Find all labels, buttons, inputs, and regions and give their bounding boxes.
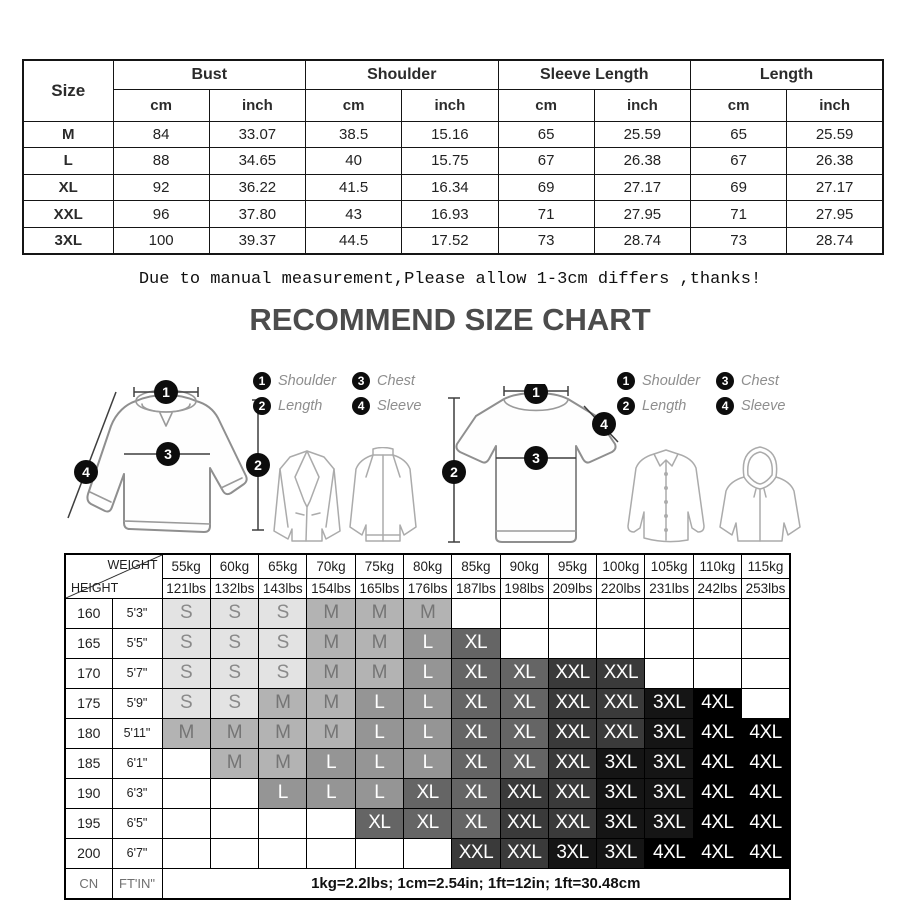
legend-item xyxy=(617,397,700,415)
measurement-legend xyxy=(617,372,785,415)
measurement-value: 65 xyxy=(498,121,594,148)
size-cell: XXL xyxy=(548,688,596,718)
size-cell: 4XL xyxy=(742,838,790,868)
unit-conversion-note: 1kg=2.2lbs; 1cm=2.54in; 1ft=12in; 1ft=30.48cm xyxy=(162,868,790,899)
height-cm-label: 195 xyxy=(65,808,112,838)
size-cell: L xyxy=(355,688,403,718)
empty-cell xyxy=(645,598,693,628)
weight-kg-header: 80kg xyxy=(403,554,451,578)
size-cell: 4XL xyxy=(742,748,790,778)
legend-item xyxy=(716,397,785,415)
measurement-value: 16.34 xyxy=(402,174,498,201)
weight-kg-header: 115kg xyxy=(742,554,790,578)
empty-cell xyxy=(742,628,790,658)
size-cell: XL xyxy=(403,808,451,838)
measurement-value: 73 xyxy=(691,227,787,254)
empty-cell xyxy=(693,628,741,658)
empty-cell xyxy=(355,838,403,868)
size-cell: M xyxy=(307,628,355,658)
empty-cell xyxy=(500,628,548,658)
height-ft-label: 5'7" xyxy=(112,658,162,688)
size-cell: XL xyxy=(452,628,500,658)
size-cell: L xyxy=(307,778,355,808)
size-cell: 4XL xyxy=(693,808,741,838)
measure-group-header: Length xyxy=(691,60,884,89)
legend-item xyxy=(617,372,700,390)
size-cell: 4XL xyxy=(693,688,741,718)
size-cell: XL xyxy=(500,688,548,718)
empty-cell xyxy=(742,658,790,688)
legend-label: Length xyxy=(278,398,323,414)
size-cell: XXL xyxy=(597,688,645,718)
size-cell: M xyxy=(259,718,307,748)
svg-text:1: 1 xyxy=(162,384,170,400)
size-cell: XXL xyxy=(500,808,548,838)
measurement-value: 27.95 xyxy=(594,201,690,228)
size-cell: XL xyxy=(452,778,500,808)
measurement-value: 41.5 xyxy=(306,174,402,201)
height-ft-label: 6'1" xyxy=(112,748,162,778)
empty-cell xyxy=(645,658,693,688)
size-cell: XXL xyxy=(500,838,548,868)
measurement-value: 34.65 xyxy=(209,148,305,175)
length-measure-line xyxy=(442,398,466,542)
size-cell: 3XL xyxy=(645,688,693,718)
empty-cell xyxy=(403,838,451,868)
size-cell: XL xyxy=(452,808,500,838)
size-cell: M xyxy=(259,688,307,718)
legend-label: Sleeve xyxy=(741,398,786,414)
measurement-table xyxy=(22,59,884,255)
size-recommendation-grid xyxy=(64,553,791,900)
unit-header: inch xyxy=(594,89,690,121)
weight-kg-header: 100kg xyxy=(597,554,645,578)
weight-kg-header: 55kg xyxy=(162,554,210,578)
measurement-value: 26.38 xyxy=(787,148,883,175)
unit-header: inch xyxy=(209,89,305,121)
svg-text:2: 2 xyxy=(254,457,262,473)
size-cell: L xyxy=(403,718,451,748)
size-cell: S xyxy=(259,598,307,628)
grid-weight-row xyxy=(65,554,790,578)
size-cell: L xyxy=(403,628,451,658)
size-cell: XL xyxy=(452,688,500,718)
size-cell: XL xyxy=(500,748,548,778)
measurement-row xyxy=(23,121,883,148)
size-cell: M xyxy=(162,718,210,748)
size-column-header: Size xyxy=(23,60,113,121)
measure-group-header: Sleeve Length xyxy=(498,60,691,89)
height-cm-label: 190 xyxy=(65,778,112,808)
empty-cell xyxy=(259,838,307,868)
size-cell: L xyxy=(403,748,451,778)
unit-header-row xyxy=(23,89,883,121)
height-ft-label: 5'5" xyxy=(112,628,162,658)
svg-text:4: 4 xyxy=(600,416,608,432)
size-cell: M xyxy=(307,598,355,628)
size-cell: XXL xyxy=(597,718,645,748)
measurement-value: 27.17 xyxy=(787,174,883,201)
measurement-value: 33.07 xyxy=(209,121,305,148)
weight-lbs-header: 220lbs xyxy=(597,578,645,598)
measurement-value: 15.16 xyxy=(402,121,498,148)
measure-group-header: Shoulder xyxy=(306,60,499,89)
size-cell: S xyxy=(210,658,258,688)
weight-lbs-header: 165lbs xyxy=(355,578,403,598)
empty-cell xyxy=(693,658,741,688)
measurement-value: 84 xyxy=(113,121,209,148)
legend-number-badge: 3 xyxy=(716,372,734,390)
size-cell: S xyxy=(259,658,307,688)
empty-cell xyxy=(162,778,210,808)
height-ft-label: 5'11" xyxy=(112,718,162,748)
svg-text:3: 3 xyxy=(532,450,540,466)
size-cell: XXL xyxy=(597,658,645,688)
empty-cell xyxy=(162,808,210,838)
empty-cell xyxy=(597,598,645,628)
size-cell: S xyxy=(210,628,258,658)
svg-text:1: 1 xyxy=(532,384,540,400)
weight-lbs-header: 242lbs xyxy=(693,578,741,598)
measure-group-header: Bust xyxy=(113,60,306,89)
measurement-value: 15.75 xyxy=(402,148,498,175)
height-cm-label: 180 xyxy=(65,718,112,748)
footer-cn-label: CN xyxy=(65,868,112,899)
empty-cell xyxy=(693,598,741,628)
size-cell: S xyxy=(162,598,210,628)
empty-cell xyxy=(548,598,596,628)
empty-cell xyxy=(162,838,210,868)
tshirt-diagram xyxy=(438,384,634,550)
empty-cell xyxy=(307,808,355,838)
measurement-row xyxy=(23,148,883,175)
empty-cell xyxy=(162,748,210,778)
size-cell: XL xyxy=(355,808,403,838)
legend-number-badge: 4 xyxy=(352,397,370,415)
size-cell: XXL xyxy=(500,778,548,808)
legend-number-badge: 1 xyxy=(253,372,271,390)
empty-cell xyxy=(452,598,500,628)
empty-cell xyxy=(500,598,548,628)
weight-lbs-header: 154lbs xyxy=(307,578,355,598)
measurement-value: 27.95 xyxy=(787,201,883,228)
legend-label: Chest xyxy=(741,373,779,389)
measurement-row xyxy=(23,174,883,201)
size-cell: XXL xyxy=(548,718,596,748)
size-cell: XL xyxy=(403,778,451,808)
empty-cell xyxy=(742,598,790,628)
size-cell: 4XL xyxy=(693,718,741,748)
empty-cell xyxy=(259,808,307,838)
size-cell: XL xyxy=(452,658,500,688)
height-ft-label: 6'3" xyxy=(112,778,162,808)
legend-item xyxy=(253,372,336,390)
weight-lbs-header: 143lbs xyxy=(259,578,307,598)
size-cell: 4XL xyxy=(693,778,741,808)
legend-number-badge: 3 xyxy=(352,372,370,390)
legend-number-badge: 4 xyxy=(716,397,734,415)
size-cell: L xyxy=(307,748,355,778)
measurement-value: 36.22 xyxy=(209,174,305,201)
length-measure-line xyxy=(246,400,270,530)
size-cell: 4XL xyxy=(645,838,693,868)
measurement-value: 17.52 xyxy=(402,227,498,254)
measurement-value: 38.5 xyxy=(306,121,402,148)
size-cell: 3XL xyxy=(597,748,645,778)
size-cell: M xyxy=(355,598,403,628)
hoodie-icon xyxy=(714,443,806,547)
corner-height-label: HEIGHT xyxy=(71,580,119,595)
size-label: XXL xyxy=(23,201,113,228)
measurement-value: 71 xyxy=(691,201,787,228)
grid-footer-row xyxy=(65,868,790,899)
measurement-value: 96 xyxy=(113,201,209,228)
size-cell: 4XL xyxy=(742,808,790,838)
size-cell: L xyxy=(355,778,403,808)
size-cell: S xyxy=(162,628,210,658)
empty-cell xyxy=(307,838,355,868)
measurement-value: 37.80 xyxy=(209,201,305,228)
size-cell: L xyxy=(403,658,451,688)
measurement-header-row xyxy=(23,60,883,89)
size-label: XL xyxy=(23,174,113,201)
legend-item xyxy=(352,372,421,390)
height-ft-label: 5'3" xyxy=(112,598,162,628)
legend-label: Shoulder xyxy=(642,373,701,389)
height-ft-label: 5'9" xyxy=(112,688,162,718)
size-cell: 3XL xyxy=(645,718,693,748)
weight-height-corner xyxy=(65,554,162,598)
recommend-size-chart-title: RECOMMEND SIZE CHART xyxy=(249,302,651,337)
size-cell: L xyxy=(355,748,403,778)
size-cell: XXL xyxy=(548,778,596,808)
unit-header: cm xyxy=(113,89,209,121)
grid-lbs-row xyxy=(65,578,790,598)
size-cell: M xyxy=(403,598,451,628)
measurement-value: 73 xyxy=(498,227,594,254)
size-cell: XL xyxy=(452,748,500,778)
unit-header: inch xyxy=(402,89,498,121)
size-cell: 4XL xyxy=(693,838,741,868)
size-label: L xyxy=(23,148,113,175)
size-cell: 4XL xyxy=(693,748,741,778)
measurement-value: 25.59 xyxy=(787,121,883,148)
size-cell: 3XL xyxy=(597,778,645,808)
height-cm-label: 200 xyxy=(65,838,112,868)
weight-kg-header: 75kg xyxy=(355,554,403,578)
size-cell: L xyxy=(259,778,307,808)
height-cm-label: 160 xyxy=(65,598,112,628)
size-cell: M xyxy=(210,748,258,778)
weight-kg-header: 105kg xyxy=(645,554,693,578)
size-cell: XL xyxy=(500,718,548,748)
empty-cell xyxy=(548,628,596,658)
jacket-icon xyxy=(346,447,420,547)
size-cell: 3XL xyxy=(645,748,693,778)
measurement-value: 44.5 xyxy=(306,227,402,254)
size-cell: 3XL xyxy=(645,778,693,808)
measurement-value: 26.38 xyxy=(594,148,690,175)
weight-lbs-header: 187lbs xyxy=(452,578,500,598)
height-cm-label: 170 xyxy=(65,658,112,688)
size-cell: M xyxy=(210,718,258,748)
legend-item xyxy=(716,372,785,390)
height-cm-label: 185 xyxy=(65,748,112,778)
size-cell: M xyxy=(355,658,403,688)
grid-row xyxy=(65,748,790,778)
size-label: 3XL xyxy=(23,227,113,254)
size-cell: S xyxy=(259,628,307,658)
size-cell: 3XL xyxy=(597,808,645,838)
weight-lbs-header: 132lbs xyxy=(210,578,258,598)
size-cell: M xyxy=(355,628,403,658)
legend-label: Sleeve xyxy=(377,398,422,414)
size-cell: M xyxy=(307,658,355,688)
corner-weight-label: WEIGHT xyxy=(107,558,158,572)
size-cell: S xyxy=(162,658,210,688)
long-sleeve-shirt-diagram xyxy=(56,380,272,552)
legend-number-badge: 2 xyxy=(617,397,635,415)
measurement-value: 43 xyxy=(306,201,402,228)
measurement-value: 71 xyxy=(498,201,594,228)
legend-number-badge: 1 xyxy=(617,372,635,390)
size-cell: XXL xyxy=(548,658,596,688)
measurement-value: 28.74 xyxy=(787,227,883,254)
weight-kg-header: 65kg xyxy=(259,554,307,578)
legend-label: Length xyxy=(642,398,687,414)
size-cell: 3XL xyxy=(645,808,693,838)
svg-text:3: 3 xyxy=(164,446,172,462)
grid-row xyxy=(65,628,790,658)
grid-row xyxy=(65,838,790,868)
size-cell: XXL xyxy=(548,808,596,838)
measurement-value: 40 xyxy=(306,148,402,175)
height-ft-label: 6'5" xyxy=(112,808,162,838)
measurement-note: Due to manual measurement,Please allow 1-3cm differs ,thanks! xyxy=(138,270,762,289)
size-label: M xyxy=(23,121,113,148)
height-ft-label: 6'7" xyxy=(112,838,162,868)
blazer-icon xyxy=(268,447,346,547)
measurement-value: 69 xyxy=(498,174,594,201)
empty-cell xyxy=(742,688,790,718)
weight-lbs-header: 209lbs xyxy=(548,578,596,598)
grid-row xyxy=(65,688,790,718)
size-cell: M xyxy=(259,748,307,778)
grid-row xyxy=(65,778,790,808)
size-cell: L xyxy=(355,718,403,748)
size-cell: S xyxy=(210,598,258,628)
measurement-value: 16.93 xyxy=(402,201,498,228)
measurement-row xyxy=(23,201,883,228)
svg-text:4: 4 xyxy=(82,464,90,480)
size-cell: S xyxy=(210,688,258,718)
empty-cell xyxy=(645,628,693,658)
size-cell: 4XL xyxy=(742,778,790,808)
size-cell: M xyxy=(307,718,355,748)
measurement-row xyxy=(23,227,883,254)
grid-row xyxy=(65,658,790,688)
measurement-value: 27.17 xyxy=(594,174,690,201)
weight-kg-header: 85kg xyxy=(452,554,500,578)
unit-header: cm xyxy=(498,89,594,121)
measurement-value: 67 xyxy=(691,148,787,175)
measurement-value: 69 xyxy=(691,174,787,201)
weight-lbs-header: 231lbs xyxy=(645,578,693,598)
empty-cell xyxy=(210,808,258,838)
weight-kg-header: 90kg xyxy=(500,554,548,578)
size-cell: XL xyxy=(452,718,500,748)
measurement-value: 65 xyxy=(691,121,787,148)
legend-label: Chest xyxy=(377,373,415,389)
weight-kg-header: 95kg xyxy=(548,554,596,578)
unit-header: cm xyxy=(306,89,402,121)
size-cell: M xyxy=(307,688,355,718)
legend-label: Shoulder xyxy=(278,373,337,389)
empty-cell xyxy=(210,778,258,808)
legend-item xyxy=(253,397,336,415)
size-cell: 3XL xyxy=(597,838,645,868)
measurement-value: 39.37 xyxy=(209,227,305,254)
measurement-value: 88 xyxy=(113,148,209,175)
size-cell: XXL xyxy=(548,748,596,778)
weight-lbs-header: 198lbs xyxy=(500,578,548,598)
height-cm-label: 165 xyxy=(65,628,112,658)
measurement-value: 28.74 xyxy=(594,227,690,254)
height-cm-label: 175 xyxy=(65,688,112,718)
weight-kg-header: 70kg xyxy=(307,554,355,578)
grid-row xyxy=(65,718,790,748)
size-cell: S xyxy=(162,688,210,718)
measurement-legend xyxy=(253,372,421,415)
weight-lbs-header: 176lbs xyxy=(403,578,451,598)
unit-header: cm xyxy=(691,89,787,121)
grid-row xyxy=(65,598,790,628)
measurement-value: 25.59 xyxy=(594,121,690,148)
legend-number-badge: 2 xyxy=(253,397,271,415)
unit-header: inch xyxy=(787,89,883,121)
grid-row xyxy=(65,808,790,838)
empty-cell xyxy=(597,628,645,658)
weight-lbs-header: 253lbs xyxy=(742,578,790,598)
legend-item xyxy=(352,397,421,415)
measurement-value: 67 xyxy=(498,148,594,175)
weight-kg-header: 60kg xyxy=(210,554,258,578)
empty-cell xyxy=(210,838,258,868)
size-cell: 3XL xyxy=(548,838,596,868)
measurement-value: 92 xyxy=(113,174,209,201)
shirt-icon xyxy=(620,448,712,546)
measurement-value: 100 xyxy=(113,227,209,254)
size-cell: XXL xyxy=(452,838,500,868)
size-cell: 4XL xyxy=(742,718,790,748)
footer-ftin-label: FT'IN" xyxy=(112,868,162,899)
weight-lbs-header: 121lbs xyxy=(162,578,210,598)
size-cell: L xyxy=(403,688,451,718)
weight-kg-header: 110kg xyxy=(693,554,741,578)
size-cell: XL xyxy=(500,658,548,688)
svg-text:2: 2 xyxy=(450,464,458,480)
